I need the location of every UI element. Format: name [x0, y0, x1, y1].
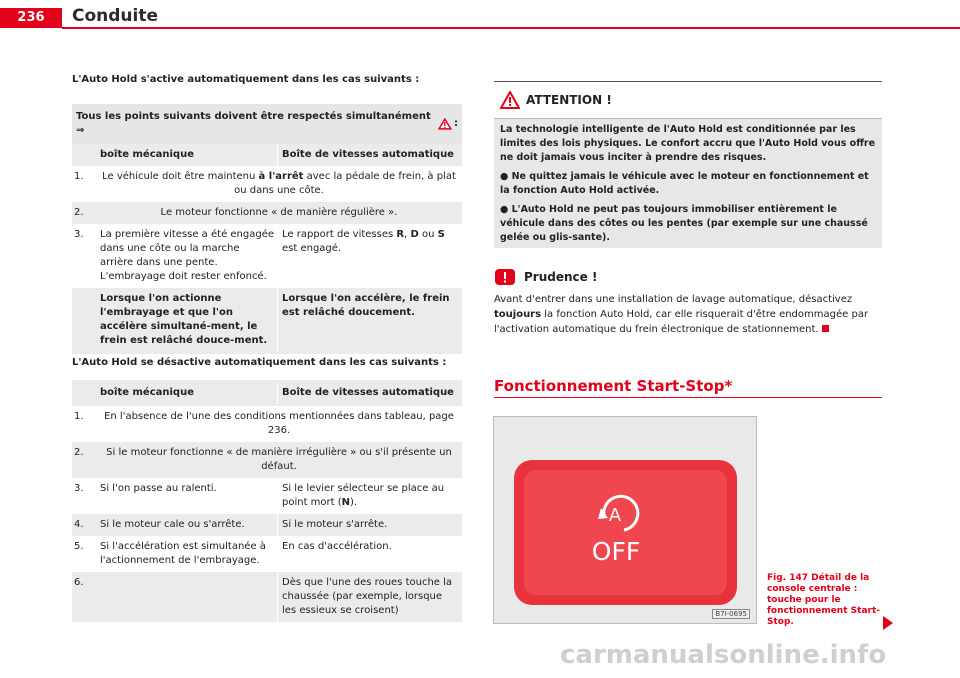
table-row: 1. En l'absence de l'une des conditions mentionnées dans tableau, page 236. — [72, 406, 462, 442]
table-header-row — [72, 144, 462, 166]
warning-icon — [438, 118, 452, 130]
col-manual: boîte mécanique — [96, 144, 278, 166]
bullet-icon: ● — [500, 204, 512, 215]
table-row: 3. Si l'on passe au ralenti. Si le levier sélecteur se place au point mort (N). — [72, 478, 462, 514]
page-title: Conduite — [72, 6, 159, 26]
table-row: Lorsque l'on actionne l'embrayage et que l'on accélère simultané-ment, le frein est relâché douce-ment. Lorsque l'on accélère, le frein est relâché doucement. — [72, 288, 462, 354]
table-row: 3. La première vitesse a été engagée dans une côte ou la marche arrière dans une pente. L'embrayage doit rester enfoncé. Le rapport de vitesses R, D ou S est engagé. — [72, 224, 462, 288]
prudence-note: Prudence ! Avant d'entrer dans une installation de lavage automatique, désactivez toujours la fonction Auto Hold, car elle risquerait d'être endommagée par l'activation automatique du frein électronique de stationnement. — [494, 270, 869, 335]
auto-off-icon — [584, 488, 674, 578]
attention-box: ATTENTION ! La technologie intelligente de l'Auto Hold est conditionnée par les limites des lois physiques. Le confort accru que l'Auto Hold vous offre ne doit jamais vous inciter à prendre des risques. ● Ne quittez jamais le véhicule avec le moteur en fonctionnement et la fonction Auto Hold activée. ● L'Auto Hold ne peut pas toujours immobiliser entièrement le véhicule dans des côtes ou les pentes (par exemple sur une chaussé gelée ou glis-sante). — [494, 81, 882, 248]
table-row: 5. Si l'accélération est simultanée à l'actionnement de l'embrayage. En cas d'accélération. — [72, 536, 462, 572]
bullet-icon: ● — [500, 171, 512, 182]
intro-activation: L'Auto Hold s'active automatiquement dans les cas suivants : — [72, 74, 420, 85]
attention-text: La technologie intelligente de l'Auto Hold est conditionnée par les limites des lois physiques. Le confort accru que l'Auto Hold vous offre ne doit jamais vous inciter à prendre des risques. — [500, 124, 876, 163]
next-page-arrow-icon — [883, 616, 893, 630]
header-rule — [62, 27, 960, 29]
off-label: OFF — [591, 537, 641, 566]
activation-table — [72, 104, 462, 354]
attention-title: ATTENTION ! — [526, 93, 612, 107]
page-number: 236 — [0, 8, 62, 28]
table-row: 1. Le véhicule doit être maintenu à l'arrêt avec la pédale de frein, à plat ou dans une côte. — [72, 166, 462, 202]
figure-caption: Fig. 147 Détail de la console centrale : touche pour le fonctionnement Start-Stop. — [767, 573, 880, 627]
page-header — [0, 0, 960, 30]
start-stop-button-illustration — [514, 460, 737, 605]
end-marker-icon — [822, 325, 829, 332]
figure-code: B7I-0695 — [712, 609, 750, 619]
table-row: 2. Si le moteur fonctionne « de manière irrégulière » ou s'il présente un défaut. — [72, 442, 462, 478]
auto-letter: A — [608, 505, 622, 526]
figure-start-stop-button — [493, 416, 757, 624]
table-note-end: : — [454, 118, 458, 129]
col-automatic: Boîte de vitesses automatique — [282, 149, 454, 160]
table-note-text: Tous les points suivants doivent être respectés simultanément ⇒ — [76, 111, 431, 136]
deactivation-table — [72, 380, 462, 622]
table-row: 2. Le moteur fonctionne « de manière régulière ». — [72, 202, 462, 224]
table-row: 4. Si le moteur cale ou s'arrête. Si le moteur s'arrête. — [72, 514, 462, 536]
intro-deactivation: L'Auto Hold se désactive automatiquement dans les cas suivants : — [72, 357, 447, 368]
table-header-row: boîte mécanique Boîte de vitesses automatique — [72, 380, 462, 406]
watermark: carmanualsonline.info — [560, 640, 887, 670]
warning-icon — [500, 91, 520, 109]
prudence-title: Prudence ! — [524, 270, 598, 284]
table-row: 6. Dès que l'une des roues touche la chaussée (par exemple, lorsque les essieux se croisent) — [72, 572, 462, 622]
table-note — [72, 104, 462, 144]
caution-icon — [494, 268, 516, 286]
section-title: Fonctionnement Start-Stop* — [494, 377, 882, 398]
